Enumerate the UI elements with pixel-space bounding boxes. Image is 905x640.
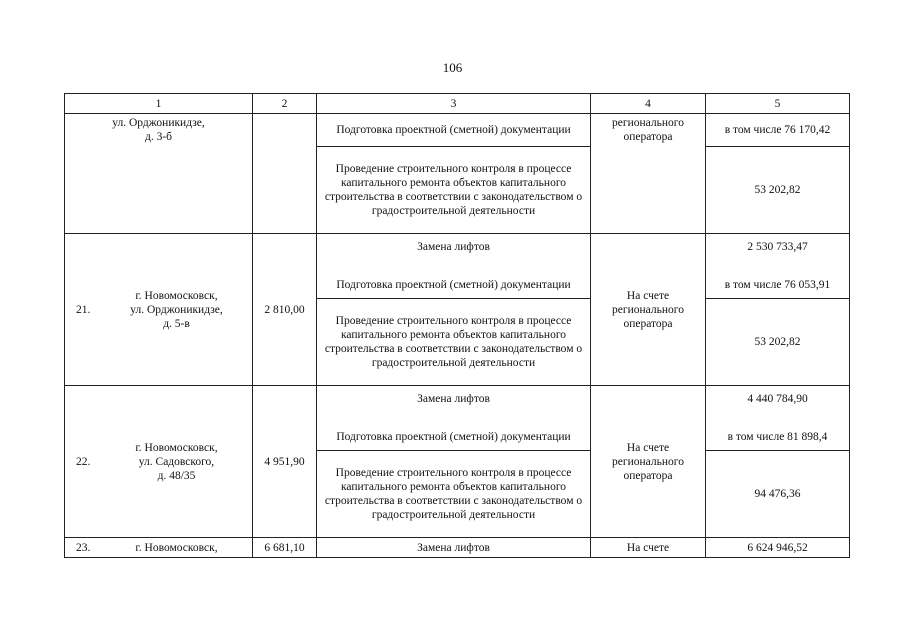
work-cell xyxy=(317,386,591,451)
amount-cell xyxy=(706,386,850,451)
page-number: 106 xyxy=(442,60,463,75)
account-cell: На счете регионального оператора xyxy=(591,386,706,538)
amount-item: в том числе 76 053,91 xyxy=(724,279,831,291)
amount-cell: 53 202,82 xyxy=(706,147,850,234)
amount-item: в том числе 81 898,4 xyxy=(727,431,828,443)
account-cell: На счете регионального оператора xyxy=(591,234,706,386)
area-cell: 2 810,00 xyxy=(253,234,317,386)
table-row xyxy=(65,114,850,147)
address-cell xyxy=(65,234,253,386)
address-line: г. Новомосковск, xyxy=(135,541,218,554)
address-cell xyxy=(65,114,253,234)
work-item: Подготовка проектной (сметной) документации xyxy=(336,431,571,443)
work-cell: Замена лифтов xyxy=(317,538,591,558)
work-cell: Проведение строительного контроля в процессе капитального ремонта объектов капитального строительства в соответствии с законодательством о градостроительной деятельности xyxy=(317,147,591,234)
address-line: г. Новомосковск, xyxy=(135,289,218,302)
table-row xyxy=(65,234,850,299)
area-cell: 6 681,10 xyxy=(253,538,317,558)
account-cell: регионального оператора xyxy=(591,114,706,234)
work-item: Замена лифтов xyxy=(417,393,490,405)
address-line: д. 3-б xyxy=(144,131,173,143)
table-row xyxy=(65,538,850,558)
address-line: д. 48/35 xyxy=(157,469,196,482)
header-col-1: 1 xyxy=(65,94,253,114)
row-number: 22. xyxy=(76,455,91,468)
area-cell: 4 951,90 xyxy=(253,386,317,538)
header-col-3: 3 xyxy=(317,94,591,114)
amount-item: 2 530 733,47 xyxy=(747,241,808,253)
amount-item: 4 440 784,90 xyxy=(747,393,808,405)
header-col-2: 2 xyxy=(253,94,317,114)
address-cell xyxy=(65,386,253,538)
row-number: 21. xyxy=(76,303,91,316)
amount-cell: 94 476,36 xyxy=(706,451,850,538)
account-cell: На счете xyxy=(591,538,706,558)
amount-cell xyxy=(706,234,850,299)
address-line: ул. Садовского, xyxy=(138,455,215,468)
work-cell xyxy=(317,234,591,299)
address-line: ул. Орджоникидзе, xyxy=(130,303,223,316)
work-cell: Проведение строительного контроля в процессе капитального ремонта объектов капитального строительства в соответствии с законодательством о градостроительной деятельности xyxy=(317,299,591,386)
address-block xyxy=(104,441,249,483)
address-line: д. 5-в xyxy=(163,317,190,330)
amount-cell: в том числе 76 170,42 xyxy=(706,114,850,147)
address-line: г. Новомосковск, xyxy=(135,441,218,454)
address-cell xyxy=(65,538,253,558)
header-col-4: 4 xyxy=(591,94,706,114)
area-cell xyxy=(253,114,317,234)
repair-works-table xyxy=(64,93,850,558)
address-block xyxy=(104,289,249,331)
work-cell: Проведение строительного контроля в процессе капитального ремонта объектов капитального строительства в соответствии с законодательством о градостроительной деятельности xyxy=(317,451,591,538)
work-item: Подготовка проектной (сметной) документации xyxy=(336,279,571,291)
header-row xyxy=(65,94,850,114)
work-cell: Подготовка проектной (сметной) документации xyxy=(317,114,591,147)
amount-cell: 6 624 946,52 xyxy=(706,538,850,558)
table-row xyxy=(65,386,850,451)
work-item: Замена лифтов xyxy=(417,241,490,253)
address-line: ул. Орджоникидзе, xyxy=(112,117,205,129)
header-col-5: 5 xyxy=(706,94,850,114)
amount-cell: 53 202,82 xyxy=(706,299,850,386)
row-number: 23. xyxy=(76,541,91,554)
